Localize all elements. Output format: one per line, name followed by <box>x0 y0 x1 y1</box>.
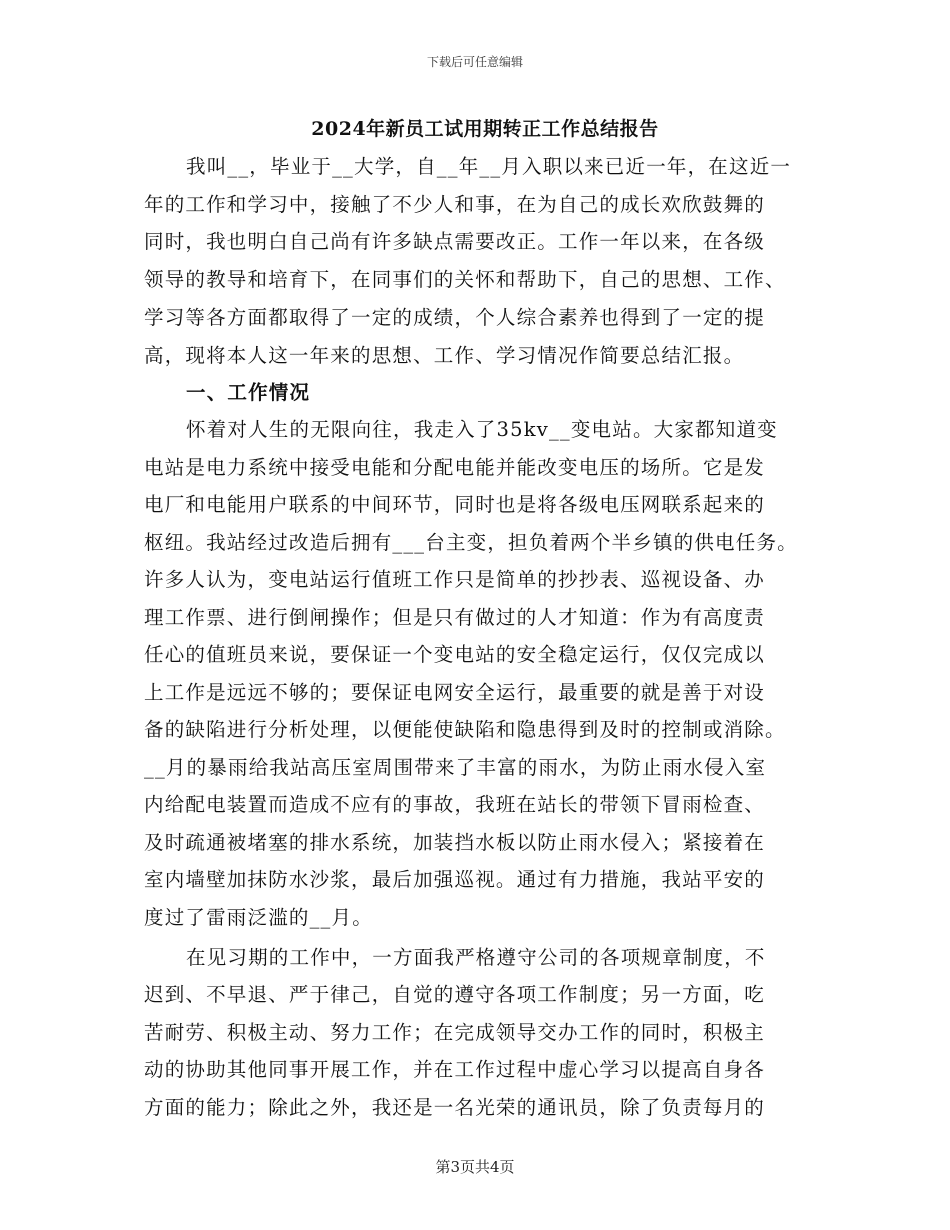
text-line: __月的暴雨给我站高压室周围带来了丰富的雨水，为防止雨水侵入室 <box>144 756 767 779</box>
page-number: 第3页共4页 <box>435 1158 515 1176</box>
text-line: 及时疏通被堵塞的排水系统，加装挡水板以防止雨水侵入；紧接着在 <box>144 831 766 854</box>
text-line: 备的缺陷进行分析处理，以便能使缺陷和隐患得到及时的控制或消除。 <box>144 718 786 741</box>
text-line: 在见习期的工作中，一方面我严格遵守公司的各项规章制度，不 <box>186 946 766 969</box>
text-line: 上工作是远远不够的；要保证电网安全运行，最重要的就是善于对设 <box>144 681 766 704</box>
text-line: 任心的值班员来说，要保证一个变电站的安全稳定运行，仅仅完成以 <box>144 643 766 666</box>
text-line: 苦耐劳、积极主动、努力工作；在完成领导交办工作的同时，积极主 <box>144 1021 766 1044</box>
header-note: 下载后可任意编辑 <box>426 55 523 69</box>
text-line: 枢纽。我站经过改造后拥有___台主变，担负着两个半乡镇的供电任务。 <box>144 531 798 554</box>
section-heading: 一、工作情况 <box>186 381 311 404</box>
text-line: 方面的能力；除此之外，我还是一名光荣的通讯员，除了负责每月的 <box>144 1096 766 1119</box>
text-line: 电厂和电能用户联系的中间环节，同时也是将各级电压网联系起来的 <box>144 493 766 516</box>
text-line: 动的协助其他同事开展工作，并在工作过程中虚心学习以提高自身各 <box>144 1058 766 1081</box>
text-line: 我叫__，毕业于__大学，自__年__月入职以来已近一年，在这近一 <box>186 155 792 178</box>
text-line: 电站是电力系统中接受电能和分配电能并能改变电压的场所。它是发 <box>144 456 766 479</box>
text-line: 迟到、不早退、严于律己，自觉的遵守各项工作制度；另一方面，吃 <box>144 983 766 1006</box>
text-line: 内给配电装置而造成不应有的事故，我班在站长的带领下冒雨检查、 <box>144 793 766 816</box>
text-line: 年的工作和学习中，接触了不少人和事，在为自己的成长欢欣鼓舞的 <box>144 193 766 216</box>
text-line: 学习等各方面都取得了一定的成绩，个人综合素养也得到了一定的提 <box>144 306 766 329</box>
text-line: 高，现将本人这一年来的思想、工作、学习情况作简要总结汇报。 <box>144 344 745 367</box>
text-line: 度过了雷雨泛滥的__月。 <box>144 906 373 929</box>
text-line: 理工作票、进行倒闸操作；但是只有做过的人才知道：作为有高度责 <box>144 606 766 629</box>
text-line: 许多人认为，变电站运行值班工作只是简单的抄抄表、巡视设备、办 <box>144 568 766 591</box>
document-title: 2024年新员工试用期转正工作总结报告 <box>311 118 659 140</box>
text-line: 怀着对人生的无限向往，我走入了35kv__变电站。大家都知道变 <box>186 418 778 441</box>
text-line: 室内墙壁加抹防水沙浆，最后加强巡视。通过有力措施，我站平安的 <box>144 868 766 891</box>
text-line: 领导的教导和培育下，在同事们的关怀和帮助下，自己的思想、工作、 <box>144 268 786 291</box>
text-line: 同时，我也明白自己尚有许多缺点需要改正。工作一年以来，在各级 <box>144 230 766 253</box>
